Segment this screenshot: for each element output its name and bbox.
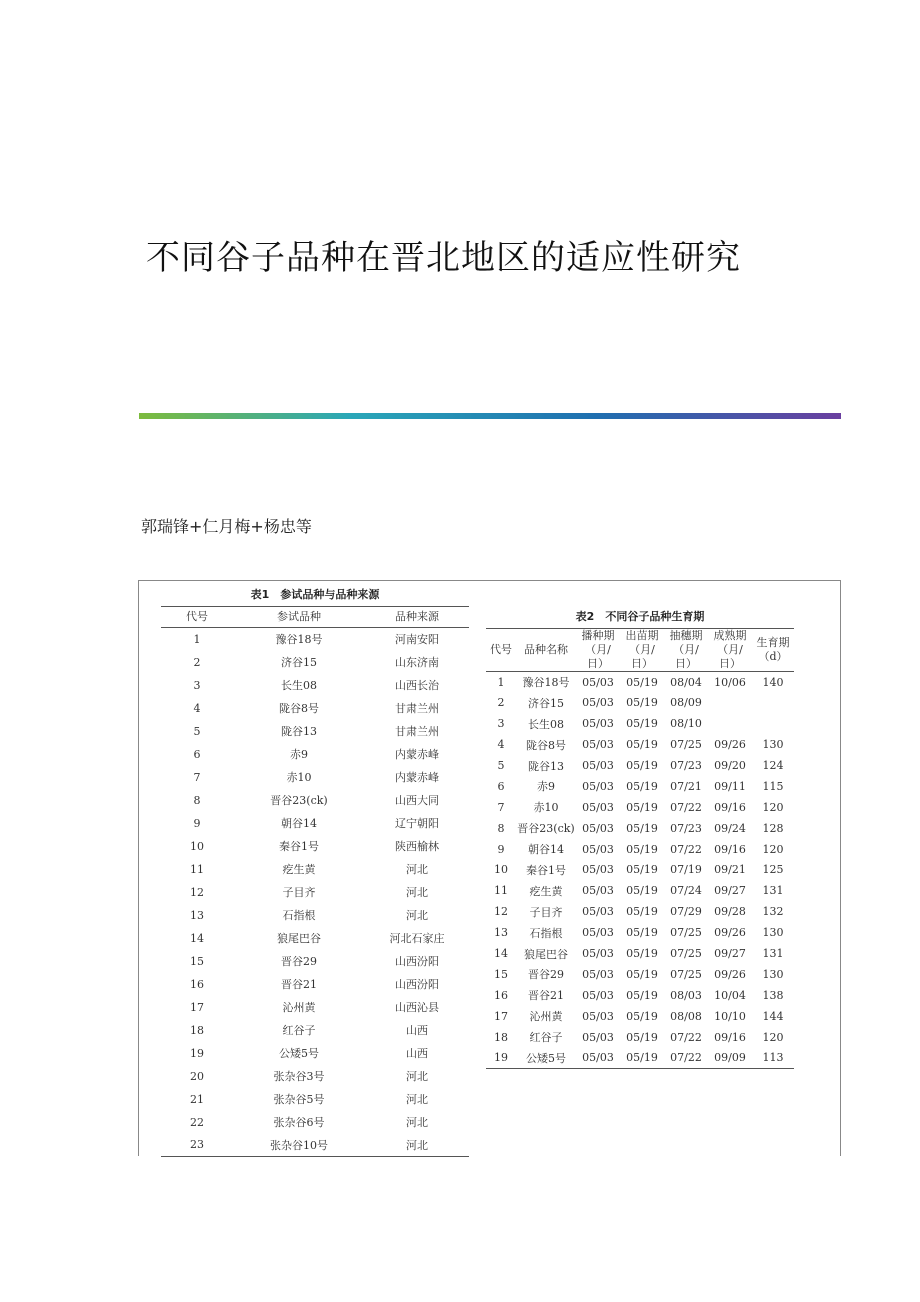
table-cell: 济谷15	[281, 656, 317, 669]
table-cell: 05/03	[582, 842, 614, 856]
header-line: 抽穗期	[669, 629, 703, 642]
table-cell: 10	[190, 839, 204, 853]
table-cell: 12	[494, 905, 508, 919]
table-cell: 20	[190, 1069, 204, 1083]
table-row	[486, 1027, 794, 1048]
table-cell: 05/19	[626, 947, 658, 961]
table-cell: 河北	[406, 1070, 428, 1083]
table-row	[486, 943, 794, 964]
table-cell: 张杂谷5号	[273, 1093, 325, 1106]
table-cell: 130	[762, 738, 784, 752]
table1-body	[161, 628, 469, 1157]
table-row	[161, 835, 469, 858]
table-cell: 05/03	[582, 926, 614, 940]
table-cell: 山东济南	[395, 656, 439, 669]
table-row	[486, 901, 794, 922]
table-cell: 8	[193, 793, 201, 807]
table-row	[161, 789, 469, 812]
table-cell: 张杂谷6号	[273, 1116, 325, 1129]
table-cell: 赤9	[537, 780, 555, 794]
table-cell: 07/19	[670, 863, 702, 877]
table-cell: 07/29	[670, 905, 702, 919]
table-cell: 山西沁县	[395, 1001, 439, 1014]
table-cell	[752, 713, 794, 734]
table-cell: 石指根	[282, 909, 316, 922]
table2-header-cell	[486, 629, 516, 672]
table2-header-cell	[620, 629, 664, 672]
header-unit-line: （月/日）	[585, 643, 611, 670]
table-cell: 09/27	[714, 947, 746, 961]
table-cell: 疙生黄	[529, 884, 563, 898]
table-cell: 河北	[406, 1093, 428, 1106]
table-cell: 5	[193, 724, 201, 738]
table-cell: 131	[762, 884, 784, 898]
table-cell: 16	[190, 977, 204, 991]
table-cell: 09/26	[714, 967, 746, 981]
table-cell: 131	[762, 947, 784, 961]
table-cell: 05/19	[626, 717, 658, 731]
table-cell: 23	[190, 1138, 204, 1152]
table-cell: 河北	[406, 886, 428, 899]
table-cell: 1	[497, 675, 505, 689]
table-cell: 陇谷8号	[526, 738, 566, 752]
table-cell: 07/25	[670, 947, 702, 961]
table-cell: 05/19	[626, 779, 658, 793]
table-cell: 05/19	[626, 863, 658, 877]
table-cell: 子目齐	[282, 886, 316, 899]
table-row	[161, 651, 469, 674]
table-cell: 16	[494, 988, 508, 1002]
table-cell: 05/03	[582, 884, 614, 898]
table-cell: 140	[762, 675, 784, 689]
table-cell: 05/19	[626, 800, 658, 814]
table2-header-cell	[752, 629, 794, 672]
table-cell: 07/23	[670, 821, 702, 835]
table-cell: 05/03	[582, 800, 614, 814]
table-cell: 124	[762, 759, 784, 772]
table-cell: 05/03	[582, 988, 614, 1002]
table2-header-row	[486, 629, 794, 672]
table-cell: 05/03	[582, 947, 614, 961]
table-row	[486, 713, 794, 734]
gradient-divider	[139, 413, 841, 419]
table-cell	[708, 713, 752, 734]
table-cell: 09/26	[714, 926, 746, 940]
table-cell: 河北	[406, 863, 428, 876]
table-cell	[708, 692, 752, 713]
table-cell: 09/24	[714, 821, 746, 835]
table-row	[161, 950, 469, 973]
table-cell: 公矮5号	[526, 1051, 566, 1065]
table-row	[161, 1042, 469, 1065]
table-cell: 05/19	[626, 926, 658, 940]
table-row	[161, 674, 469, 697]
table-cell: 6	[497, 779, 505, 793]
table2-header-cell	[516, 629, 576, 672]
table-cell: 6	[193, 747, 201, 761]
table-cell: 赤10	[533, 801, 559, 815]
table-row	[486, 985, 794, 1006]
table-cell: 130	[762, 967, 784, 981]
table-cell: 09/20	[714, 759, 746, 772]
table-cell: 07/24	[670, 884, 702, 898]
table-cell: 山西大同	[395, 794, 439, 807]
table-cell: 05/19	[626, 675, 658, 689]
table-row	[161, 881, 469, 904]
table-cell: 05/19	[626, 967, 658, 981]
table-cell: 07/23	[670, 759, 702, 772]
header-unit-line: （月/日）	[673, 643, 699, 670]
table-cell: 13	[494, 926, 508, 940]
table-cell: 115	[762, 779, 784, 793]
table-cell: 10/06	[714, 675, 746, 689]
table-cell: 陇谷13	[281, 725, 317, 738]
table1-header-row	[161, 607, 469, 628]
table-row	[486, 1048, 794, 1069]
table-row	[161, 858, 469, 881]
table-cell: 陇谷13	[528, 759, 564, 773]
table-cell: 11	[190, 862, 204, 876]
table-cell: 河北石家庄	[389, 932, 445, 945]
table-cell: 4	[193, 701, 201, 715]
table-cell: 晋谷29	[528, 968, 564, 982]
table-cell: 144	[762, 1009, 784, 1023]
table-row	[161, 1134, 469, 1157]
table-cell: 山西汾阳	[395, 955, 439, 968]
table-cell: 07/21	[670, 779, 702, 793]
table-cell: 05/19	[626, 821, 658, 835]
table-cell: 疙生黄	[282, 863, 316, 876]
table-cell: 08/03	[670, 988, 702, 1002]
table1-header-cell: 代号	[161, 607, 233, 628]
table-cell: 19	[494, 1051, 508, 1065]
table-cell: 山西	[406, 1047, 428, 1060]
table-cell: 山西长治	[395, 679, 439, 692]
table-row	[486, 839, 794, 860]
table-cell: 公矮5号	[279, 1047, 319, 1060]
table-cell: 4	[497, 738, 505, 752]
table1-caption: 表1 参试品种与品种来源	[250, 588, 380, 601]
table-cell: 09/26	[714, 738, 746, 752]
table-cell: 济谷15	[528, 696, 564, 710]
table-cell: 05/03	[582, 1009, 614, 1023]
table-cell: 07/22	[670, 842, 702, 856]
header-line: 出苗期	[625, 629, 659, 642]
table-cell: 05/03	[582, 905, 614, 919]
table-cell: 赤9	[290, 748, 308, 761]
table-row	[161, 1065, 469, 1088]
table-cell: 05/19	[626, 759, 658, 772]
table-cell: 08/08	[670, 1009, 702, 1023]
table2-body	[486, 672, 794, 1069]
table-cell: 05/19	[626, 988, 658, 1002]
table-row	[486, 860, 794, 881]
table-cell: 河北	[406, 909, 428, 922]
table-cell: 石指根	[529, 926, 563, 940]
table-cell: 120	[762, 800, 784, 814]
table-cell: 朝谷14	[281, 817, 317, 830]
table-cell: 陇谷8号	[279, 702, 319, 715]
table-cell: 10/04	[714, 988, 746, 1002]
table-row	[486, 880, 794, 901]
table-cell: 08/09	[670, 696, 702, 710]
table-cell: 沁州黄	[529, 1010, 563, 1024]
table-cell: 张杂谷3号	[273, 1070, 325, 1083]
table-row	[161, 743, 469, 766]
document-title: 不同谷子品种在晋北地区的适应性研究	[146, 238, 741, 278]
table-cell: 09/28	[714, 905, 746, 919]
header-unit-line: （月/日）	[717, 643, 743, 670]
header-line: 成熟期	[713, 629, 747, 642]
table-cell: 甘肃兰州	[395, 702, 439, 715]
table-cell: 10	[494, 863, 508, 877]
table-cell: 18	[494, 1030, 508, 1044]
table-cell: 晋谷21	[281, 978, 317, 991]
table-row	[486, 964, 794, 985]
table-row	[161, 1088, 469, 1111]
table-cell: 长生08	[281, 679, 317, 692]
table-cell: 红谷子	[529, 1031, 563, 1045]
table-cell: 09/16	[714, 1030, 746, 1044]
table-cell: 晋谷21	[528, 989, 564, 1003]
table-cell: 朝谷14	[528, 843, 564, 857]
table-row	[161, 1019, 469, 1042]
table-cell: 08/10	[670, 717, 702, 731]
table-cell: 狼尾巴谷	[524, 947, 568, 961]
table-cell: 豫谷18号	[275, 633, 323, 647]
table-cell: 秦谷1号	[526, 863, 566, 877]
table-cell: 2	[497, 696, 505, 710]
table-cell: 05/03	[582, 717, 614, 731]
table-cell: 05/19	[626, 884, 658, 898]
table-cell: 19	[190, 1046, 204, 1060]
table-row	[161, 904, 469, 927]
table-cell: 120	[762, 842, 784, 856]
header-line: 代号	[490, 643, 512, 656]
table-row	[161, 697, 469, 720]
table-row	[161, 973, 469, 996]
table-cell: 红谷子	[282, 1024, 316, 1037]
table-cell: 15	[190, 954, 204, 968]
table-cell: 张杂谷10号	[270, 1138, 328, 1152]
table-cell: 山西	[406, 1024, 428, 1037]
table-cell: 10/10	[714, 1009, 746, 1023]
table-cell: 22	[190, 1115, 204, 1129]
table-cell: 赤10	[286, 771, 312, 784]
table-row	[161, 766, 469, 789]
table-row	[486, 672, 794, 693]
header-unit-line: （d）	[758, 650, 788, 663]
table-cell: 05/19	[626, 842, 658, 856]
table-row	[486, 1006, 794, 1027]
header-line: 品种名称	[524, 643, 568, 656]
table-cell: 05/19	[626, 696, 658, 710]
table-cell: 子目齐	[529, 905, 563, 919]
table-cell: 12	[190, 885, 204, 899]
table-cell: 3	[193, 678, 201, 692]
table-cell: 21	[190, 1092, 204, 1106]
table1-header-cell: 品种来源	[365, 607, 469, 628]
table2-caption: 表2 不同谷子品种生育期	[575, 610, 705, 623]
table-cell: 长生08	[528, 717, 564, 731]
table2-header-cell	[664, 629, 708, 672]
authors-line: 郭瑞锋+仁月梅+杨忠等	[141, 517, 312, 536]
table-cell: 07/25	[670, 738, 702, 752]
table-cell: 陕西榆林	[395, 840, 439, 853]
table-row	[161, 720, 469, 743]
table-row	[486, 755, 794, 776]
table-cell: 120	[762, 1030, 784, 1044]
table-cell: 125	[762, 863, 784, 877]
table-cell: 05/19	[626, 1051, 658, 1065]
table2-header-cell	[576, 629, 620, 672]
table-cell: 05/19	[626, 1009, 658, 1023]
table-cell: 113	[762, 1051, 784, 1065]
table-cell: 15	[494, 967, 508, 981]
table-cell: 05/03	[582, 696, 614, 710]
table-cell: 秦谷1号	[279, 840, 319, 853]
table-cell: 09/09	[714, 1051, 746, 1065]
table-cell: 1	[193, 632, 201, 646]
table-cell: 05/03	[582, 821, 614, 835]
table-row	[161, 927, 469, 950]
table-cell: 05/19	[626, 738, 658, 752]
table-cell: 132	[762, 905, 784, 919]
table-cell: 17	[494, 1009, 508, 1023]
table-cell: 07/25	[670, 967, 702, 981]
table-row	[161, 996, 469, 1019]
table-cell: 09/27	[714, 884, 746, 898]
table1-header-cell: 参试品种	[233, 607, 365, 628]
table-cell: 河北	[406, 1116, 428, 1129]
table-row	[486, 922, 794, 943]
table-cell: 14	[190, 931, 204, 945]
table-cell: 05/03	[582, 675, 614, 689]
table-cell: 09/16	[714, 800, 746, 814]
table-row	[161, 628, 469, 651]
table-cell: 河南安阳	[395, 633, 439, 647]
table-cell: 11	[494, 884, 508, 898]
table-cell: 138	[762, 988, 784, 1002]
table-cell: 3	[497, 717, 505, 731]
table-cell: 晋谷29	[281, 955, 317, 968]
table-cell: 豫谷18号	[522, 676, 570, 690]
table2	[486, 628, 794, 1069]
table-cell: 9	[193, 816, 201, 830]
table-row	[486, 797, 794, 818]
table-cell: 05/03	[582, 1051, 614, 1065]
table-cell: 05/19	[626, 1030, 658, 1044]
table-cell: 晋谷23(ck)	[270, 794, 328, 807]
table-cell: 05/03	[582, 967, 614, 981]
table-cell: 07/22	[670, 800, 702, 814]
table-cell: 5	[497, 759, 505, 772]
table-cell: 05/03	[582, 738, 614, 752]
table-cell: 14	[494, 947, 508, 961]
table-cell: 05/03	[582, 863, 614, 877]
table-row	[486, 776, 794, 797]
header-line: 播种期	[581, 629, 615, 642]
tables-figure	[138, 580, 841, 1156]
table-cell: 9	[497, 842, 505, 856]
table-cell: 05/03	[582, 779, 614, 793]
table-cell: 沁州黄	[282, 1001, 316, 1014]
table-cell: 09/16	[714, 842, 746, 856]
table-cell: 内蒙赤峰	[395, 771, 439, 784]
table-cell: 17	[190, 1000, 204, 1014]
table-cell: 河北	[406, 1138, 428, 1152]
table-row	[486, 734, 794, 755]
table-cell: 7	[193, 770, 201, 784]
table-cell: 2	[193, 655, 201, 669]
table-cell: 05/19	[626, 905, 658, 919]
table-cell: 09/11	[714, 779, 746, 793]
table-cell: 08/04	[670, 675, 702, 689]
table-cell: 18	[190, 1023, 204, 1037]
table-cell: 05/03	[582, 1030, 614, 1044]
table-cell: 辽宁朝阳	[395, 817, 439, 830]
table-cell: 8	[497, 821, 505, 835]
table-cell	[752, 692, 794, 713]
table-row	[161, 1111, 469, 1134]
table-cell: 山西汾阳	[395, 978, 439, 991]
table-cell: 09/21	[714, 863, 746, 877]
table-cell: 狼尾巴谷	[277, 932, 321, 945]
table-cell: 07/22	[670, 1051, 702, 1065]
table-cell: 内蒙赤峰	[395, 748, 439, 761]
table1	[161, 606, 469, 1157]
table-row	[161, 812, 469, 835]
header-line: 生育期	[756, 636, 790, 649]
table-row	[486, 818, 794, 839]
header-unit-line: （月/日）	[629, 643, 655, 670]
table2-header-cell	[708, 629, 752, 672]
table-cell: 128	[762, 821, 784, 835]
table-cell: 7	[497, 800, 505, 814]
table-cell: 07/25	[670, 926, 702, 940]
table-cell: 05/03	[582, 759, 614, 772]
table-cell: 130	[762, 926, 784, 940]
table-cell: 13	[190, 908, 204, 922]
table-cell: 甘肃兰州	[395, 725, 439, 738]
table-cell: 07/22	[670, 1030, 702, 1044]
table-cell: 晋谷23(ck)	[517, 822, 575, 836]
table-row	[486, 692, 794, 713]
